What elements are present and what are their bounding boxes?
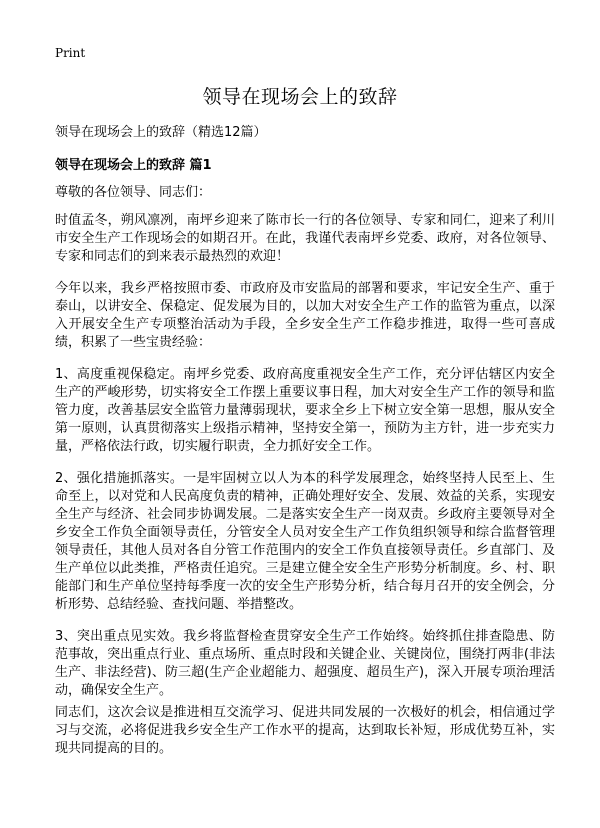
paragraph-3: 1、高度重视保稳定。南坪乡党委、政府高度重视安全生产工作，充分评估辖区内安全生产的严峻形势，切实将安全工作摆上重要议事日程，加大对安全生产工作的领导和监管力度，改善基层安全监管力量薄弱现状，要求全乡上下树立安全第一思想，服从安全第一原则，认真贯彻落实上级指示精神，坚持安全第一，预防为主方针，进一步充实力量，严格依法行政，切实履行职责，全力抓好安全工作。 (55, 367, 555, 454)
print-link[interactable]: Print (55, 46, 86, 60)
document-subtitle: 领导在现场会上的致辞（精选12篇） (55, 125, 267, 140)
greeting: 尊敬的各位领导、同志们： (55, 185, 212, 200)
section-heading: 领导在现场会上的致辞 篇1 (55, 158, 212, 173)
paragraph-1: 时值孟冬，朔风凛冽，南坪乡迎来了陈市长一行的各位领导、专家和同仁，迎来了利川市安全生产工作现场会的如期召开。在此，我谨代表南坪乡党委、政府，对各位领导、专家和同志们的到来表示最热烈的欢迎！ (55, 213, 555, 264)
paragraph-6: 同志们，这次会议是推进相互交流学习、促进共同发展的一次极好的机会，相信通过学习与交流，必将促进我乡安全生产工作水平的提高，达到取长补短，形成优势互补，实现共同提高的目的。 (55, 705, 555, 756)
paragraph-4: 2、强化措施抓落实。一是牢固树立以人为本的科学发展理念，始终坚持人民至上、生命至上，以对党和人民高度负责的精神，正确处理好安全、发展、效益的关系，实现安全生产与经济、社会同步协调发展。二是落实安全生产一岗双责。乡政府主要领导对全乡安全工作负全面领导责任，分管安全人员对安全生产工作负组织领导和综合监督管理领导责任，其他人员对各自分管工作范围内的安全工作负直接领导责任。乡直部门、及生产单位以此类推，严格责任追究。三是建立健全安全生产形势分析制度。乡、村、职能部门和生产单位坚持每季度一次的安全生产形势分析，结合每月召开的安全例会，分析形势、总结经验、查找问题、举措整改。 (55, 471, 555, 612)
document-title: 领导在现场会上的致辞 (202, 86, 398, 108)
paragraph-2: 今年以来，我乡严格按照市委、市政府及市安监局的部署和要求，牢记安全生产、重于泰山，以讲安全、保稳定、促发展为目的，以加大对安全生产工作的监管为重点，以深入开展安全生产专项整治活动为手段，全乡安全生产工作稳步推进，取得一些可喜成绩，积累了一些宝贵经验： (55, 281, 555, 350)
paragraph-5: 3、突出重点见实效。我乡将监督检查贯穿安全生产工作始终。始终抓住排查隐患、防范事故，突出重点行业、重点场所、重点时段和关键企业、关键岗位，围绕打两非(非法生产、非法经营)、防三超(生产企业超能力、超强度、超员生产)，深入开展专项治理活动，确保安全生产。 (55, 629, 555, 698)
